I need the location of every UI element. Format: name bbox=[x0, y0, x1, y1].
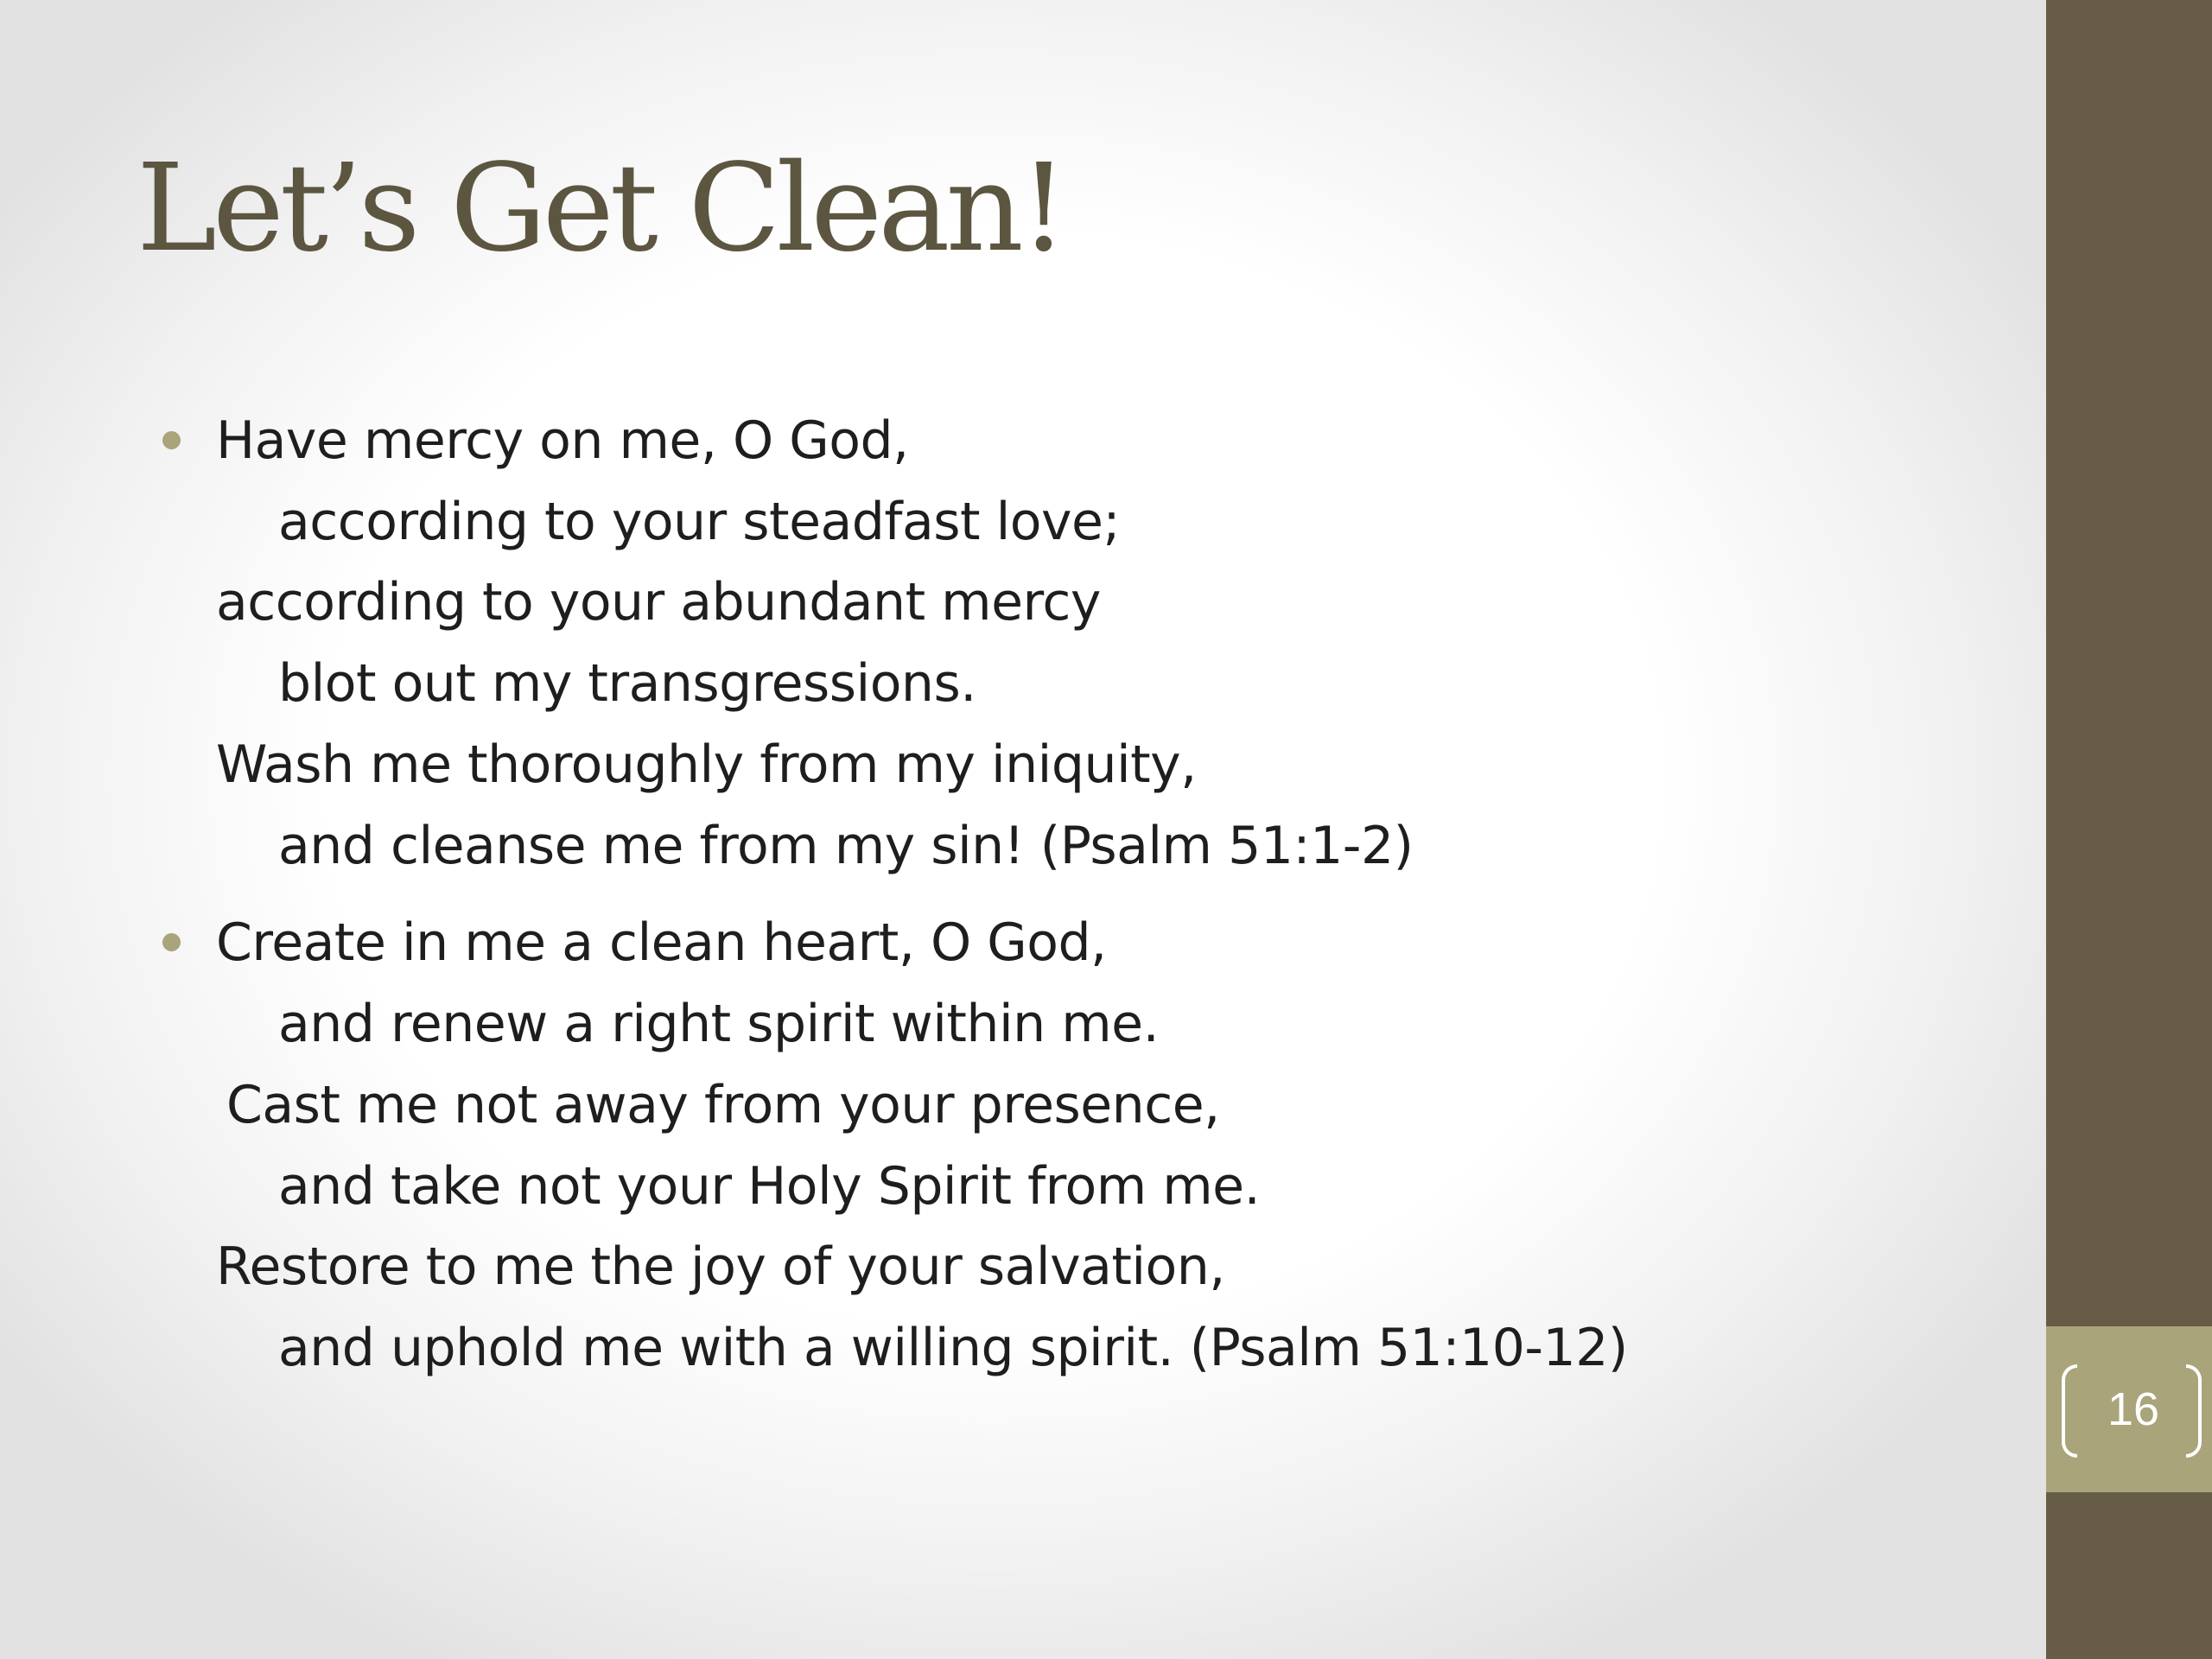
page-number-badge bbox=[2046, 1326, 2212, 1492]
verse-line: Wash me thoroughly from my iniquity, bbox=[216, 734, 1197, 795]
slide-title: Let’s Get Clean! bbox=[137, 138, 1065, 279]
verse-line: and uphold me with a willing spirit. (Psalm 51:10-12) bbox=[278, 1318, 1628, 1378]
bullet-dot-icon bbox=[162, 933, 181, 951]
verse-line: Restore to me the joy of your salvation, bbox=[216, 1236, 1225, 1297]
verse-line: Create in me a clean heart, O God, bbox=[216, 912, 1107, 973]
verse-line: according to your abundant mercy bbox=[216, 572, 1101, 632]
verse-line: blot out my transgressions. bbox=[278, 653, 976, 714]
bullet-dot-icon bbox=[162, 431, 181, 449]
verse-line: Have mercy on me, O God, bbox=[216, 410, 909, 471]
verse-line: Cast me not away from your presence, bbox=[226, 1075, 1220, 1135]
page-number: 16 bbox=[2107, 1383, 2160, 1435]
verse-line: and cleanse me from my sin! (Psalm 51:1-2) bbox=[278, 816, 1414, 876]
verse-line: according to your steadfast love; bbox=[278, 492, 1121, 552]
verse-line: and take not your Holy Spirit from me. bbox=[278, 1156, 1261, 1217]
verse-line: and renew a right spirit within me. bbox=[278, 994, 1160, 1054]
